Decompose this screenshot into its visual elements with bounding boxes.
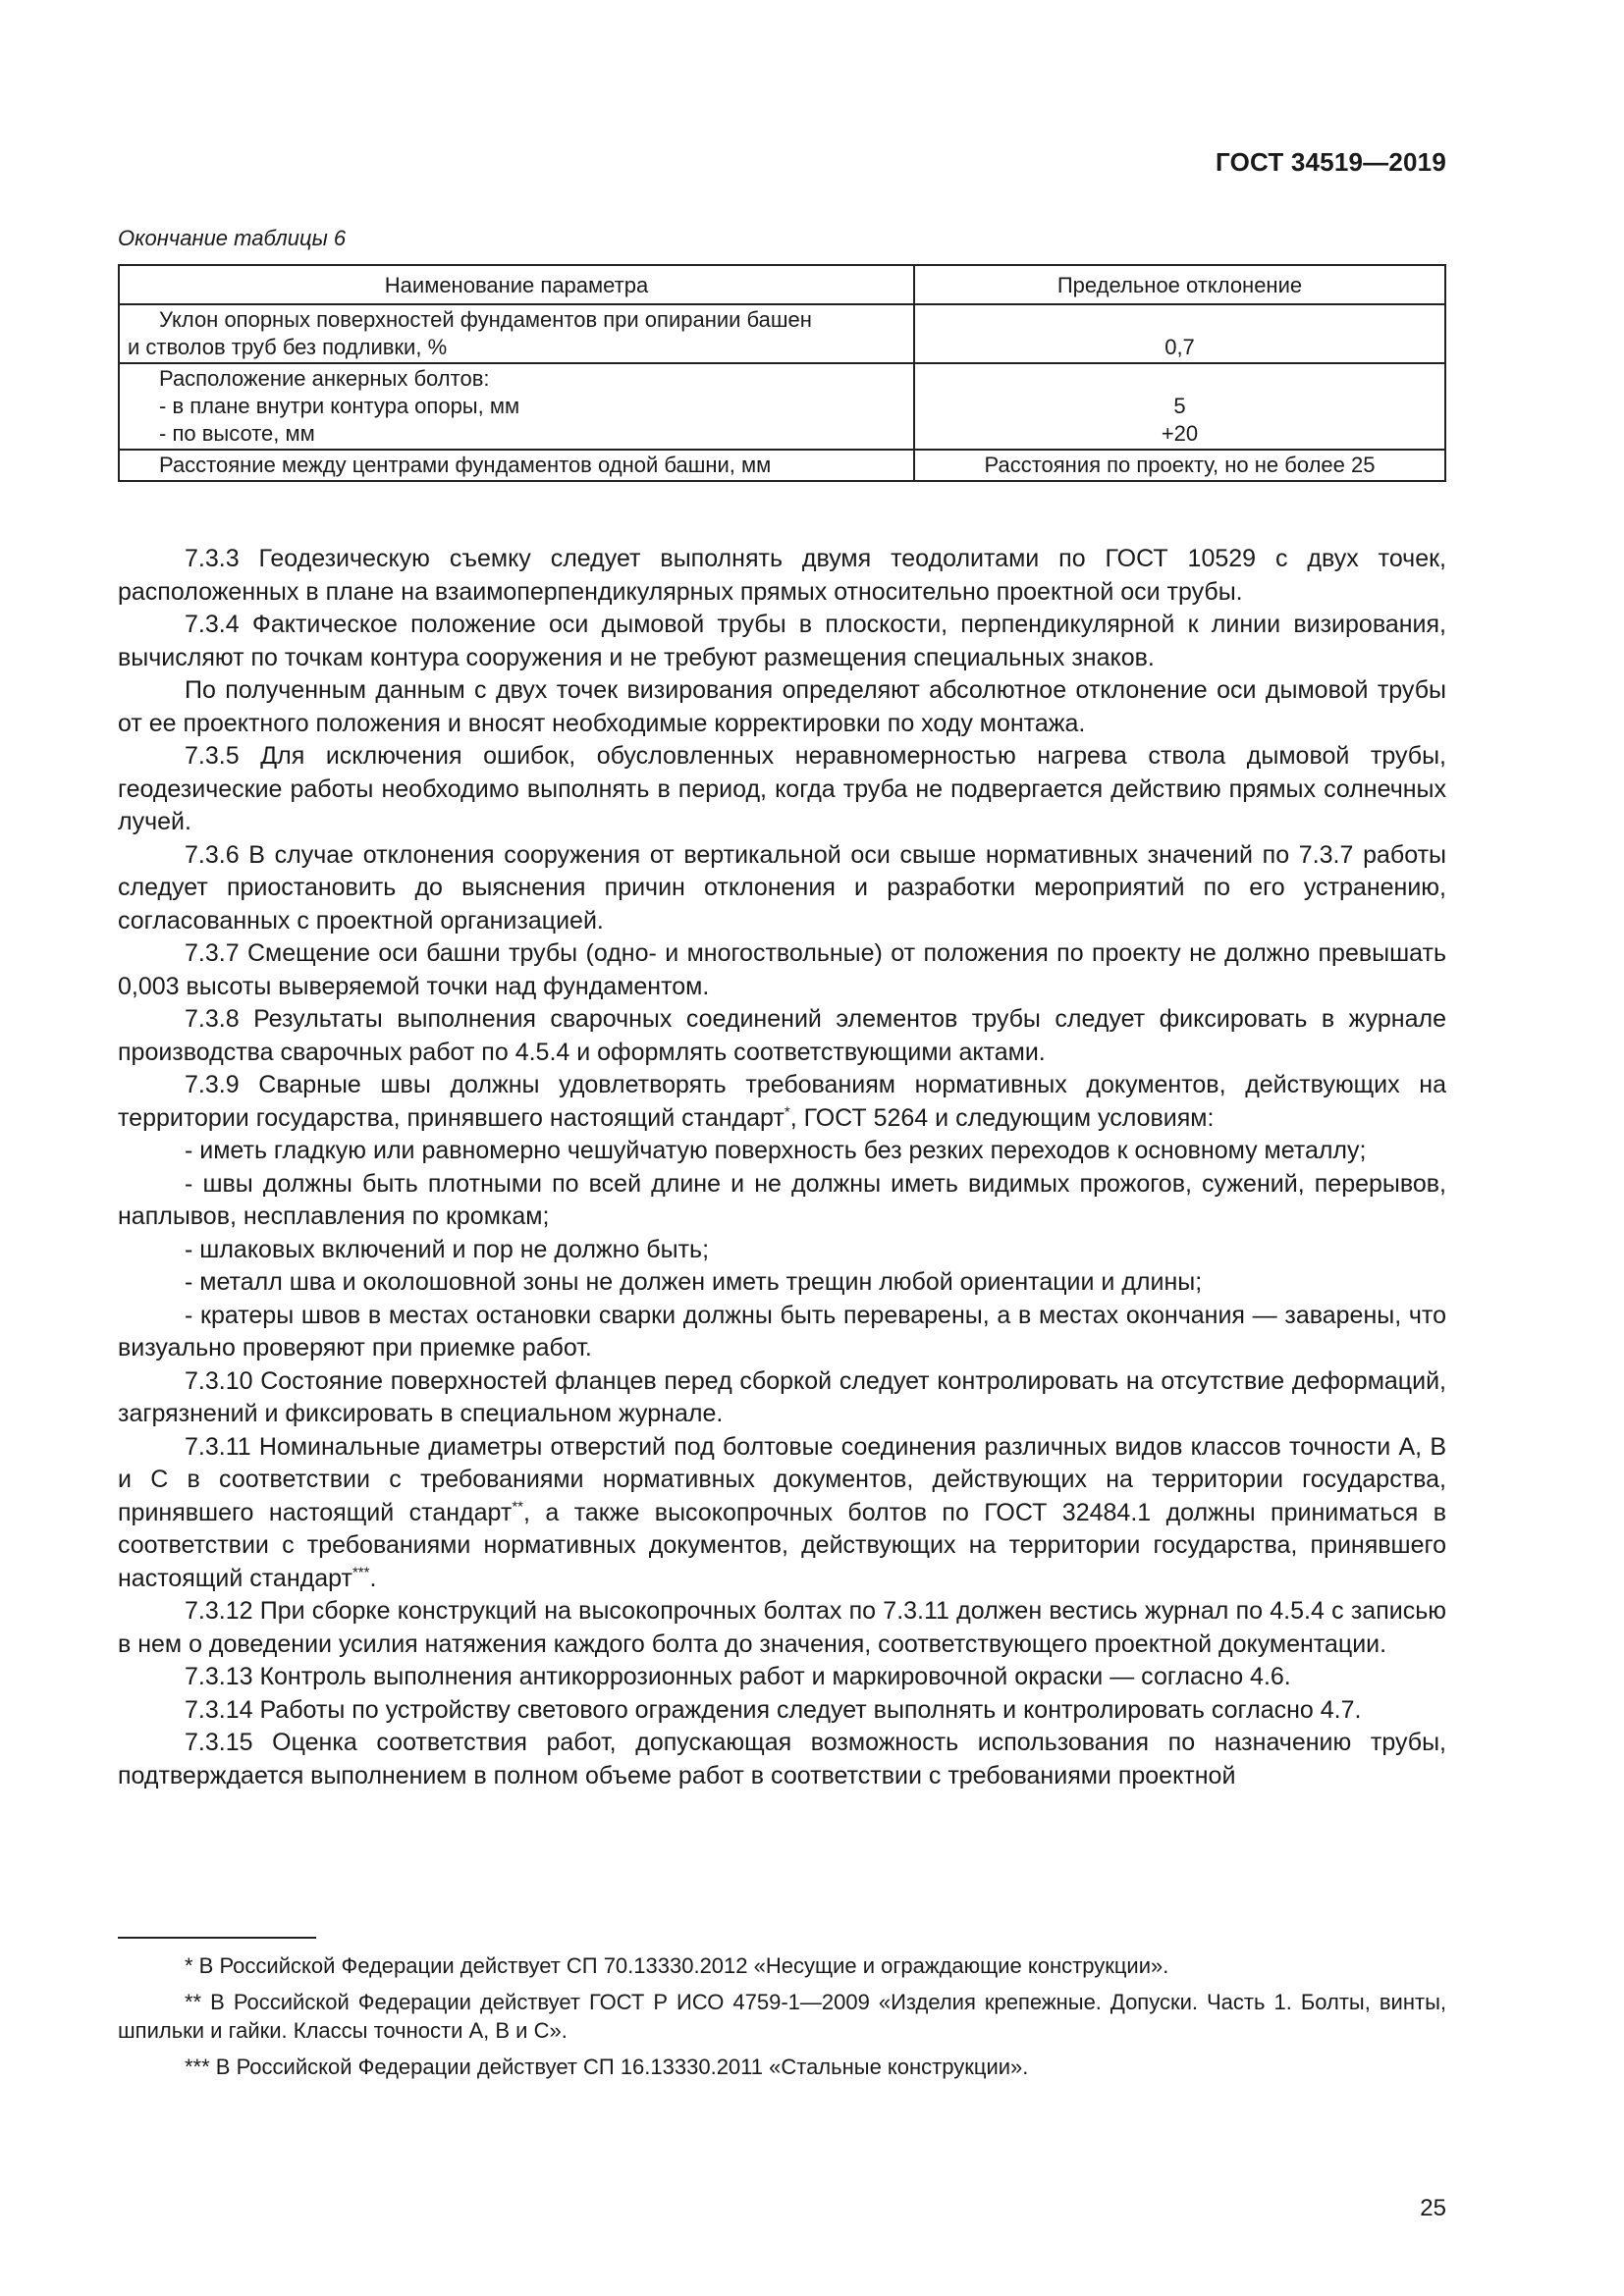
- paragraph-7-3-10: 7.3.10 Состояние поверхностей фланцев перед сборкой следует контролировать на отсутствие деформаций, загрязнений и фиксировать в специальном журнале.: [118, 1366, 1446, 1427]
- deviation-value: +20: [1161, 421, 1199, 446]
- parameter-name-line: Расстояние между центрами фундаментов одной башни, мм: [159, 453, 772, 477]
- paragraph-7-3-13: 7.3.13 Контроль выполнения антикоррозионных работ и маркировочной окраски — согласно 4.6.: [185, 1663, 1291, 1690]
- list-item: - металл шва и околошовной зоны не должен иметь трещин любой ориентации и длины;: [185, 1268, 1203, 1296]
- paragraph-7-3-11: [118, 1431, 1446, 1596]
- parameter-name-line: и стволов труб без подливки, %: [128, 335, 448, 359]
- footnote-ref: **: [512, 1498, 524, 1516]
- table-row: [119, 304, 1445, 363]
- parameter-name-line: Уклон опорных поверхностей фундаментов при опирании башен: [159, 307, 812, 332]
- paragraph-text: 7.3.9 Сварные швы должны удовлетворять требованиям нормативных документов, действующих на территории государства, принявшего настоящий стандарт: [118, 1071, 1446, 1132]
- table-row: [119, 363, 1445, 450]
- paragraph-text: .: [369, 1564, 377, 1592]
- deviation-value-cell: [914, 363, 1445, 450]
- paragraph-text: , а также высокопрочных болтов по ГОСТ 32484.1 должны приниматься в соответствии с требованиями нормативных документов, действующих на территории государства, принявшего настоящий стандарт: [118, 1498, 1446, 1592]
- list-item: - швы должны быть плотными по всей длине и не должны иметь видимых прожогов, сужений, перерывов, наплывов, несплавления по кромкам;: [118, 1169, 1446, 1230]
- paragraph-7-3-5: 7.3.5 Для исключения ошибок, обусловленных неравномерностью нагрева ствола дымовой трубы, геодезические работы необходимо выполнять в период, когда труба не подвергается действию прямых солнечных лучей.: [118, 742, 1446, 835]
- list-item: - шлаковых включений и пор не должно быть;: [185, 1235, 710, 1263]
- paragraph-7-3-8: 7.3.8 Результаты выполнения сварочных соединений элементов трубы следует фиксировать в журнале производства сварочных работ по 4.5.4 и оформлять соответствующими актами.: [118, 1005, 1446, 1066]
- deviation-value: Расстояния по проекту, но не более 25: [914, 450, 1445, 481]
- parameters-table: [118, 264, 1446, 482]
- parameter-name-line: - по высоте, мм: [159, 421, 315, 446]
- paragraph-7-3-15: 7.3.15 Оценка соответствия работ, допускающая возможность использования по назначению трубы, подтверждается выполнением в полном объеме работ в соответствии с требованиями проектной: [118, 1729, 1446, 1789]
- footnote-separator: [118, 1937, 316, 1939]
- parameter-name-cell: [119, 304, 914, 363]
- paragraph-7-3-3: 7.3.3 Геодезическую съемку следует выполнять двумя теодолитами по ГОСТ 10529 с двух точек, расположенных в плане на взаимоперпендикулярных прямых относительно проектной оси трубы.: [118, 545, 1446, 606]
- footnotes: [118, 1951, 1446, 2089]
- paragraph-7-3-12: 7.3.12 При сборке конструкций на высокопрочных болтах по 7.3.11 должен вестись журнал по 4.5.4 с записью в нем о доведении усилия натяжения каждого болта до значения, соответствующего проектной документации.: [118, 1597, 1446, 1658]
- table-header-row: [119, 265, 1445, 304]
- parameter-name-line: Расположение анкерных болтов:: [159, 366, 490, 391]
- paragraph-7-3-7: 7.3.7 Смещение оси башни трубы (одно- и многоствольные) от положения по проекту не должно превышать 0,003 высоты выверяемой точки над фундаментом.: [118, 939, 1446, 1000]
- paragraph-7-3-14: 7.3.14 Работы по устройству светового ограждения следует выполнять и контролировать согласно 4.7.: [185, 1695, 1362, 1724]
- paragraph-7-3-9: [118, 1069, 1446, 1135]
- document-code: ГОСТ 34519—2019: [1216, 147, 1446, 177]
- footnote-ref: *: [784, 1103, 790, 1121]
- paragraph-7-3-6: 7.3.6 В случае отклонения сооружения от вертикальной оси свыше нормативных значений по 7.3.7 работы следует приостановить до выяснения причин отклонения и разработки мероприятий по его устранению, согласованных с проектной организацией.: [118, 840, 1446, 934]
- footnote: * В Российской Федерации действует СП 70.13330.2012 «Несущие и ограждающие конструкции».: [185, 1953, 1169, 1978]
- table-row: [119, 450, 1445, 481]
- parameter-name-line: - в плане внутри контура опоры, мм: [159, 394, 520, 418]
- deviation-value: 5: [1173, 394, 1186, 418]
- page-number: 25: [1420, 2195, 1446, 2221]
- paragraph-text: 7.3.11 Номинальные диаметры отверстий под болтовые соединения различных видов классов точности А, В и С в соответствии с требованиями нормативных документов, действующих на территории государства, принявшего настоящий стандарт: [118, 1432, 1446, 1526]
- footnote-ref: ***: [352, 1564, 370, 1581]
- paragraph-text: , ГОСТ 5264 и следующим условиям:: [789, 1103, 1215, 1132]
- footnote: ** В Российской Федерации действует ГОСТ Р ИСО 4759-1—2009 «Изделия крепежные. Допуски. Часть 1. Болты, винты, шпильки и гайки. Классы точности А, В и С».: [118, 1990, 1446, 2043]
- parameter-name-cell: [119, 450, 914, 481]
- paragraph-7-3-4: 7.3.4 Фактическое положение оси дымовой трубы в плоскости, перпендикулярной к линии визирования, вычисляют по точкам контура сооружения и не требуют размещения специальных знаков.: [118, 611, 1446, 671]
- paragraph-7-3-4-continued: По полученным данным с двух точек визирования определяют абсолютное отклонение оси дымовой трубы от ее проектного положения и вносят необходимые корректировки по ходу монтажа.: [118, 676, 1446, 737]
- list-item: - кратеры швов в местах остановки сварки должны быть переварены, а в местах окончания — заварены, что визуально проверяют при приемке работ.: [118, 1301, 1446, 1362]
- footnote: *** В Российской Федерации действует СП 16.13330.2011 «Стальные конструкции».: [185, 2055, 1029, 2079]
- body-text: [118, 543, 1446, 1792]
- list-item: - иметь гладкую или равномерно чешуйчатую поверхность без резких переходов к основному металлу;: [185, 1137, 1367, 1164]
- column-header-parameter: Наименование параметра: [119, 265, 914, 304]
- parameter-name-cell: [119, 363, 914, 450]
- column-header-deviation: Предельное отклонение: [914, 265, 1445, 304]
- deviation-value: 0,7: [914, 304, 1445, 363]
- table-caption: Окончание таблицы 6: [118, 226, 347, 250]
